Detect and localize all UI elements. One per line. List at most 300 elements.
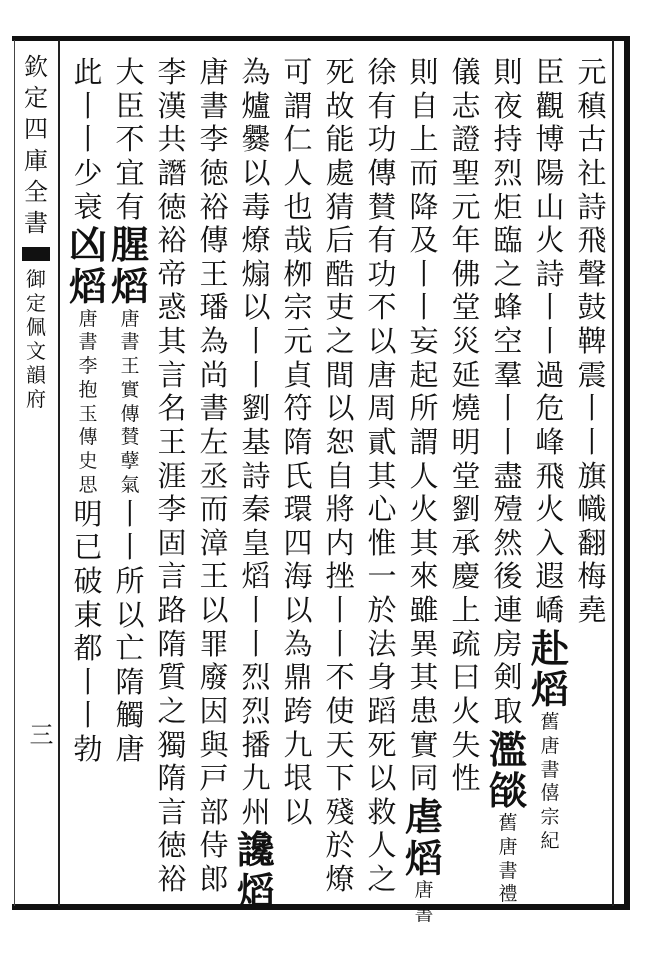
text-char: 夜 (493, 88, 523, 123)
text-char: 丞 (199, 458, 229, 493)
text-char: 宗 (283, 290, 313, 325)
text-char: 猜 (325, 189, 355, 224)
text-char: 連 (493, 593, 523, 627)
text-char: 火 (451, 693, 481, 728)
text-char: 丨 (577, 391, 607, 426)
text-char: 獨 (157, 727, 187, 762)
text-char: 都 (73, 631, 103, 666)
text-char: 明 (451, 424, 481, 459)
text-char: 觀 (535, 88, 565, 123)
text-char: 周 (367, 391, 397, 426)
text-char: 鞞 (577, 324, 607, 358)
text-char: 之 (325, 324, 355, 358)
text-char: 共 (157, 122, 187, 157)
page-frame-left (58, 40, 60, 906)
text-char: 上 (409, 122, 439, 157)
text-char: 降 (409, 189, 439, 224)
text-char: 固 (157, 525, 187, 560)
text-char: 劉 (451, 492, 481, 527)
text-char: 則 (409, 55, 439, 89)
headword-char: 熖 (530, 667, 569, 713)
text-char: 播 (241, 727, 271, 762)
text-char: 不 (115, 122, 145, 157)
text-char: 謂 (409, 424, 439, 459)
text-column-3 (488, 56, 528, 907)
text-char: 傳 (199, 223, 229, 258)
text-char: 劉 (241, 391, 271, 426)
annotation-char: 書 (120, 331, 140, 354)
annotation-char: 賛 (120, 426, 140, 449)
text-char: 下 (325, 761, 355, 796)
text-column-10 (194, 56, 234, 897)
text-char: 殘 (325, 794, 355, 829)
library-title-char: 全 (24, 177, 48, 206)
text-char: 環 (283, 492, 313, 527)
text-char: 翻 (577, 525, 607, 560)
text-char: 酷 (325, 256, 355, 291)
text-char: 此 (73, 55, 103, 89)
text-char: 丨 (73, 122, 103, 157)
text-char: 臣 (115, 88, 145, 123)
annotation-char: 王 (120, 355, 140, 378)
text-char: 貞 (283, 357, 313, 392)
text-char: 書 (199, 391, 229, 426)
text-char: 上 (451, 593, 481, 627)
text-char: 尚 (199, 357, 229, 392)
headword-char: 熖 (404, 835, 443, 881)
text-char: 羣 (493, 357, 523, 392)
text-char: 賛 (367, 189, 397, 224)
text-char: 元 (577, 55, 607, 89)
text-char: 徳 (157, 189, 187, 224)
text-char: 符 (283, 391, 313, 426)
text-char: 少 (73, 155, 103, 190)
text-char: 隋 (115, 664, 145, 699)
text-char: 為 (283, 626, 313, 661)
text-char: 帝 (157, 256, 187, 291)
annotation-char: 傳 (120, 402, 140, 425)
library-title (24, 52, 48, 239)
text-char: 火 (535, 492, 565, 527)
page-number: 三 (25, 722, 53, 746)
text-char: 曰 (451, 660, 481, 695)
annotation-char: 紀 (540, 829, 560, 852)
text-char: 間 (325, 357, 355, 392)
text-char: 大 (115, 55, 145, 89)
text-char: 雖 (409, 593, 439, 627)
text-char: 社 (577, 155, 607, 190)
text-char: 燎 (325, 862, 355, 896)
text-char: 救 (367, 794, 397, 829)
text-char: 挫 (325, 559, 355, 594)
text-char: 空 (493, 324, 523, 358)
text-char: 嶠 (535, 593, 565, 627)
text-char: 與 (199, 727, 229, 762)
text-char: 丨 (115, 496, 145, 531)
gutter-edge-line (14, 40, 15, 906)
text-char: 明 (73, 496, 103, 531)
text-char: 以 (241, 290, 271, 325)
text-char: 及 (409, 223, 439, 258)
annotation-char: 傳 (78, 426, 98, 449)
text-char: 以 (283, 593, 313, 627)
book-title-char: 韻 (26, 363, 46, 388)
text-char: 裕 (157, 862, 187, 896)
text-char: 可 (283, 55, 313, 89)
text-char: 州 (241, 794, 271, 829)
text-char: 之 (493, 256, 523, 291)
text-char: 内 (325, 525, 355, 560)
text-char: 李 (157, 55, 187, 89)
book-title (26, 267, 46, 411)
text-char: 丨 (409, 290, 439, 325)
annotation-char: 書 (414, 903, 434, 926)
text-char: 丨 (115, 530, 145, 565)
text-char: 自 (409, 88, 439, 123)
text-char: 故 (325, 88, 355, 123)
annotation-char: 思 (78, 473, 98, 496)
text-char: 入 (535, 525, 565, 560)
text-column-4 (446, 56, 486, 796)
text-char: 徳 (199, 155, 229, 190)
text-char: 同 (409, 761, 439, 796)
text-char: 部 (199, 794, 229, 829)
annotation-char: 唐 (414, 879, 434, 902)
text-char: 丨 (535, 324, 565, 358)
book-title-char: 府 (26, 387, 46, 412)
headword-char: 熖 (236, 869, 275, 915)
text-char: 已 (73, 530, 103, 565)
text-char: 而 (409, 155, 439, 190)
headword-char: 燄 (488, 768, 527, 814)
text-char: 栁 (283, 256, 313, 291)
text-char: 持 (493, 122, 523, 157)
text-char: 烈 (241, 693, 271, 728)
text-char: 言 (157, 794, 187, 829)
annotation-char: 唐 (78, 307, 98, 330)
text-char: 仁 (283, 122, 313, 157)
text-char: 儀 (451, 55, 481, 89)
text-char: 峰 (535, 424, 565, 459)
text-char: 九 (283, 727, 313, 762)
text-char: 璠 (199, 290, 229, 325)
text-char: 身 (367, 660, 397, 695)
annotation-char: 玉 (78, 402, 98, 425)
text-char: 不 (325, 660, 355, 695)
text-char: 丨 (325, 593, 355, 627)
text-char: 飛 (577, 223, 607, 258)
library-title-char: 四 (24, 115, 48, 144)
text-column-6 (362, 56, 402, 897)
page-gutter (16, 52, 56, 411)
text-char: 之 (367, 862, 397, 896)
library-title-char: 庫 (24, 146, 48, 175)
text-char: 能 (325, 122, 355, 157)
text-char: 延 (451, 357, 481, 392)
annotation-char: 唐 (120, 307, 140, 330)
text-char: 侍 (199, 828, 229, 863)
text-char: 房 (493, 626, 523, 661)
text-char: 左 (199, 424, 229, 459)
text-char: 唐 (115, 732, 145, 767)
text-char: 惑 (157, 290, 187, 325)
text-char: 徳 (157, 828, 187, 863)
text-column-12 (110, 56, 150, 767)
headword-char: 腥 (110, 222, 149, 268)
text-char: 丨 (409, 256, 439, 291)
text-char: 秦 (241, 492, 271, 527)
text-char: 哉 (283, 223, 313, 258)
text-char: 將 (325, 492, 355, 527)
text-char: 后 (325, 223, 355, 258)
text-char: 聖 (451, 155, 481, 190)
text-char: 以 (325, 391, 355, 426)
text-char: 其 (367, 458, 397, 493)
text-char: 裕 (157, 223, 187, 258)
text-column-8 (278, 56, 318, 829)
text-char: 臨 (493, 223, 523, 258)
text-char: 元 (451, 189, 481, 224)
text-char: 飛 (535, 458, 565, 493)
text-char: 燒 (451, 391, 481, 426)
text-char: 患 (409, 693, 439, 728)
text-char: 殪 (493, 492, 523, 527)
text-char: 旗 (577, 458, 607, 493)
text-char: 宜 (115, 155, 145, 190)
text-char: 戸 (199, 761, 229, 796)
text-char: 火 (535, 223, 565, 258)
text-char: 堯 (577, 593, 607, 627)
page-frame-bottom (12, 904, 630, 910)
text-char: 以 (199, 593, 229, 627)
text-char: 詩 (577, 189, 607, 224)
text-char: 烈 (493, 155, 523, 190)
text-char: 不 (367, 290, 397, 325)
text-char: 路 (157, 593, 187, 627)
text-char: 鼓 (577, 290, 607, 325)
text-char: 年 (451, 223, 481, 258)
headword-char: 凶 (68, 222, 107, 268)
text-char: 燎 (241, 223, 271, 258)
text-char: 其 (157, 324, 187, 358)
text-char: 性 (451, 761, 481, 796)
text-char: 疏 (451, 626, 481, 661)
text-char: 功 (367, 122, 397, 157)
annotation-char: 李 (78, 355, 98, 378)
text-char: 則 (493, 55, 523, 89)
text-char: 博 (535, 122, 565, 157)
text-char: 廢 (199, 660, 229, 695)
text-char: 以 (115, 597, 145, 632)
text-char: 一 (367, 559, 397, 594)
annotation-char: 史 (78, 450, 98, 473)
text-char: 唐 (199, 55, 229, 89)
text-char: 王 (199, 559, 229, 594)
text-char: 死 (367, 727, 397, 762)
text-char: 言 (157, 357, 187, 392)
text-char: 熖 (241, 559, 271, 594)
text-char: 有 (367, 223, 397, 258)
annotation-char: 書 (498, 859, 518, 882)
text-char: 傳 (367, 155, 397, 190)
text-char: 危 (535, 391, 565, 426)
text-char: 丨 (241, 357, 271, 392)
text-char: 漳 (199, 525, 229, 560)
text-char: 遐 (535, 559, 565, 594)
text-char: 亡 (115, 631, 145, 666)
text-char: 陽 (535, 155, 565, 190)
text-char: 李 (199, 122, 229, 157)
text-char: 山 (535, 189, 565, 224)
text-char: 丨 (325, 626, 355, 661)
annotation-char: 書 (540, 758, 560, 781)
annotation-char: 書 (78, 331, 98, 354)
text-char: 災 (451, 324, 481, 358)
headword-char: 濫 (488, 726, 527, 772)
text-char: 詩 (241, 458, 271, 493)
text-char: 以 (283, 794, 313, 829)
headword-char: 熖 (110, 263, 149, 309)
text-char: 人 (409, 458, 439, 493)
text-char: 觸 (115, 698, 145, 733)
annotation-char: 實 (120, 378, 140, 401)
library-title-char: 定 (24, 84, 48, 113)
text-char: 幟 (577, 492, 607, 527)
text-char: 丨 (241, 324, 271, 358)
text-char: 氏 (283, 458, 313, 493)
text-char: 其 (409, 660, 439, 695)
text-char: 堂 (451, 290, 481, 325)
text-char: 徐 (367, 55, 397, 89)
text-char: 承 (451, 525, 481, 560)
text-char: 蜂 (493, 290, 523, 325)
text-char: 古 (577, 122, 607, 157)
text-char: 志 (451, 88, 481, 123)
text-char: 所 (115, 563, 145, 598)
text-char: 四 (283, 525, 313, 560)
text-char: 以 (367, 761, 397, 796)
text-char: 爨 (241, 122, 271, 157)
annotation-char: 氣 (120, 473, 140, 496)
text-char: 名 (157, 391, 187, 426)
headword-char: 虐 (404, 793, 443, 839)
text-char: 毒 (241, 189, 271, 224)
text-char: 衰 (73, 189, 103, 224)
text-char: 實 (409, 727, 439, 762)
text-char: 隋 (157, 761, 187, 796)
text-char: 來 (409, 559, 439, 594)
text-char: 盡 (493, 458, 523, 493)
text-char: 垠 (283, 761, 313, 796)
library-title-char: 書 (24, 208, 48, 237)
text-char: 皇 (241, 525, 271, 560)
text-char: 質 (157, 660, 187, 695)
text-char: 死 (325, 55, 355, 89)
text-char: 火 (409, 492, 439, 527)
text-column-9 (236, 56, 276, 913)
text-char: 丨 (73, 88, 103, 123)
text-char: 證 (451, 122, 481, 157)
text-char: 自 (325, 458, 355, 493)
book-title-char: 定 (26, 291, 46, 316)
text-char: 譖 (157, 155, 187, 190)
annotation-char: 孽 (120, 450, 140, 473)
text-char: 然 (493, 525, 523, 560)
text-char: 破 (73, 563, 103, 598)
text-char: 郎 (199, 862, 229, 896)
text-char: 於 (367, 593, 397, 627)
text-char: 元 (283, 324, 313, 358)
text-char: 基 (241, 424, 271, 459)
book-title-char: 佩 (26, 315, 46, 340)
text-char: 恕 (325, 424, 355, 459)
text-char: 爐 (241, 88, 271, 123)
text-char: 失 (451, 727, 481, 762)
text-char: 後 (493, 559, 523, 594)
text-char: 處 (325, 155, 355, 190)
text-char: 其 (409, 525, 439, 560)
text-char: 唐 (367, 357, 397, 392)
text-char: 於 (325, 828, 355, 863)
text-char: 稹 (577, 88, 607, 123)
book-title-char: 御 (26, 267, 46, 292)
page-frame-right-inner (612, 40, 614, 906)
text-char: 跨 (283, 693, 313, 728)
annotation-char: 唐 (498, 835, 518, 858)
text-char: 王 (199, 256, 229, 291)
text-char: 丨 (493, 424, 523, 459)
text-char: 罪 (199, 626, 229, 661)
text-char: 人 (367, 828, 397, 863)
text-char: 也 (283, 189, 313, 224)
text-char: 剣 (493, 660, 523, 695)
text-char: 吏 (325, 290, 355, 325)
text-char: 梅 (577, 559, 607, 594)
text-column-11 (152, 56, 192, 897)
text-column-13 (68, 56, 108, 767)
text-char: 以 (367, 324, 397, 358)
text-char: 臣 (535, 55, 565, 89)
text-char: 九 (241, 761, 271, 796)
text-char: 丨 (241, 593, 271, 627)
text-char: 佛 (451, 256, 481, 291)
text-char: 慶 (451, 559, 481, 594)
text-char: 惟 (367, 525, 397, 560)
text-char: 天 (325, 727, 355, 762)
text-char: 丨 (241, 626, 271, 661)
text-char: 心 (367, 492, 397, 527)
text-char: 勃 (73, 732, 103, 767)
annotation-char: 舊 (540, 711, 560, 734)
text-char: 言 (157, 559, 187, 594)
text-char: 謂 (283, 88, 313, 123)
text-char: 涯 (157, 458, 187, 493)
text-char: 人 (283, 155, 313, 190)
text-char: 王 (157, 424, 187, 459)
text-char: 鼎 (283, 660, 313, 695)
text-char: 有 (367, 88, 397, 123)
text-char: 有 (115, 189, 145, 224)
text-char: 取 (493, 693, 523, 728)
text-char: 丨 (73, 664, 103, 699)
text-char: 為 (241, 55, 271, 89)
text-char: 過 (535, 357, 565, 392)
text-char: 功 (367, 256, 397, 291)
text-char: 漢 (157, 88, 187, 123)
text-char: 以 (241, 155, 271, 190)
text-char: 丨 (577, 424, 607, 459)
text-char: 所 (409, 391, 439, 426)
